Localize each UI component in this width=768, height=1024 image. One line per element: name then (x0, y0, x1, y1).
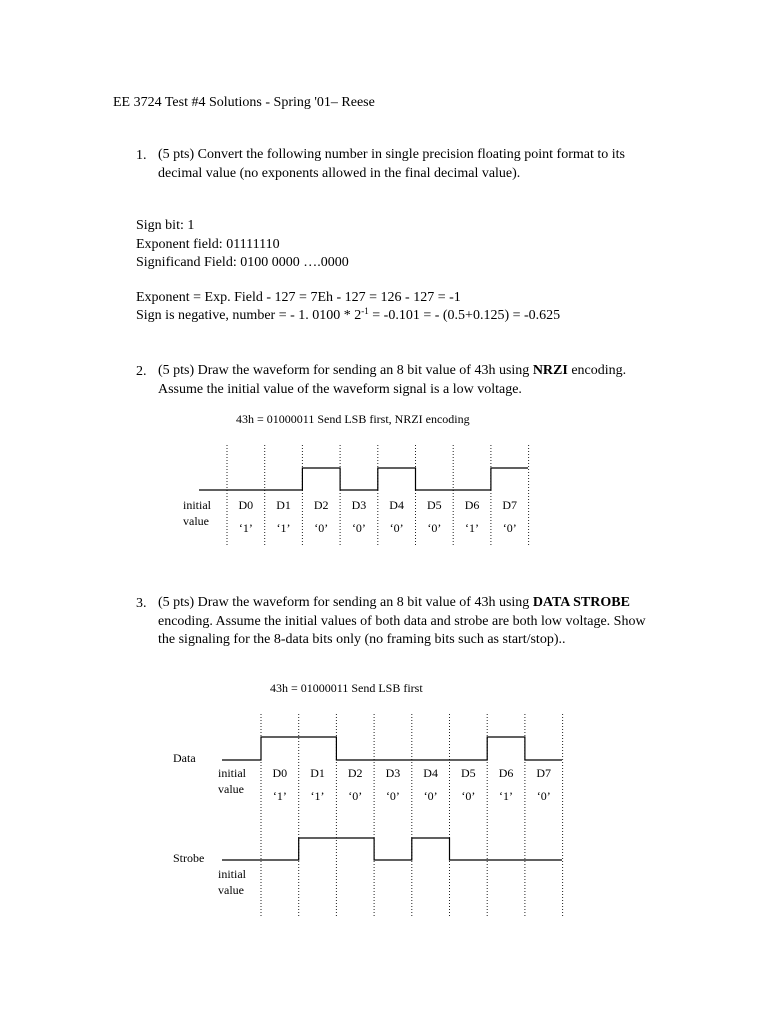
q2-bit-label: D1 (276, 498, 291, 512)
q1-exponent-calc: Exponent = Exp. Field - 127 = 7Eh - 127 = 126 - 127 = -1 (136, 290, 461, 305)
q3-bit-value: ‘0’ (461, 789, 476, 803)
data-label: Data (173, 751, 196, 765)
q1-exponent-field: Exponent field: 01111110 (136, 237, 280, 252)
q3-bit-label: D7 (536, 766, 552, 780)
page-header: EE 3724 Test #4 Solutions - Spring '01– Reese (113, 95, 375, 110)
q2-bit-label: D3 (351, 498, 367, 512)
q2-bit-value: ‘1’ (465, 521, 480, 535)
q3-prompt: (5 pts) Draw the waveform for sending an 8 bit value of 43h using DATA STROBE encoding. Assume the initial values of both data and strobe are both low voltage. Show the signaling for the 8-data bits only (no framing bits such as start/stop).. (158, 595, 646, 647)
q2-bit-value: ‘1’ (238, 521, 253, 535)
q3-bit-value: ‘0’ (423, 789, 438, 803)
q2-diagram-title: 43h = 01000011 Send LSB first, NRZI encoding (236, 412, 470, 426)
q3-bit-value: ‘0’ (348, 789, 363, 803)
q3-bit-value: ‘1’ (499, 789, 514, 803)
q3-bit-label: D5 (461, 766, 476, 780)
q2-bit-value: ‘0’ (351, 521, 366, 535)
q3-diagram-title: 43h = 01000011 Send LSB first (270, 681, 423, 695)
q3-bit-label: D0 (272, 766, 288, 780)
q1-exponent-superscript: -1 (361, 306, 369, 316)
q2-bit-value: ‘0’ (502, 521, 517, 535)
q3-bit-value: ‘1’ (272, 789, 287, 803)
q2-number: 2. (136, 364, 147, 379)
q1-significand-field: Significand Field: 0100 0000 ….0000 (136, 255, 349, 270)
q3-bit-label: D2 (347, 766, 363, 780)
strobe-signal-line (222, 838, 562, 860)
q2-initial-label: initial (183, 498, 211, 512)
q3-strobe-initial-label: initial (218, 867, 246, 881)
q2-bit-value: ‘0’ (427, 521, 442, 535)
q3-bit-value: ‘0’ (536, 789, 551, 803)
q2-bit-label: D7 (502, 498, 518, 512)
q3-bit-label: D1 (310, 766, 325, 780)
q3-data-value-label: value (218, 782, 244, 796)
q3-bit-label: D4 (423, 766, 438, 780)
q3-bit-label: D6 (498, 766, 514, 780)
strobe-label: Strobe (173, 851, 205, 865)
q2-bit-label: D4 (389, 498, 404, 512)
data-signal-line (222, 737, 562, 760)
q3-bit-value: ‘1’ (310, 789, 325, 803)
q3-bit-value: ‘0’ (385, 789, 400, 803)
q2-bit-value: ‘0’ (389, 521, 404, 535)
q2-bit-value: ‘0’ (314, 521, 329, 535)
q3-number: 3. (136, 596, 147, 611)
q2-prompt: (5 pts) Draw the waveform for sending an 8 bit value of 43h using NRZI encoding. Assume the initial value of the waveform signal is a low voltage. (158, 363, 627, 397)
q3-strobe-value-label: value (218, 883, 244, 897)
q1-sign-calc: Sign is negative, number = - 1. $0100 * 2^{-1} = -0.101$ = - (0.5+0.125) = -0.625 (136, 306, 561, 323)
q2-bit-value: ‘1’ (276, 521, 291, 535)
q1-sign-bit: Sign bit: 1 (136, 218, 195, 233)
q2-bit-label: D6 (464, 498, 480, 512)
q2-bit-label: D0 (238, 498, 254, 512)
q3-data-initial-label: initial (218, 766, 246, 780)
q3-bit-label: D3 (385, 766, 401, 780)
q1-number: 1. (136, 148, 147, 163)
q2-value-label: value (183, 514, 209, 528)
q1-prompt: (5 pts) Convert the following number in single precision floating point format to its decimal value (no exponents allowed in the final decimal value). (158, 147, 625, 181)
q2-bit-label: D2 (313, 498, 329, 512)
q2-bit-label: D5 (427, 498, 442, 512)
